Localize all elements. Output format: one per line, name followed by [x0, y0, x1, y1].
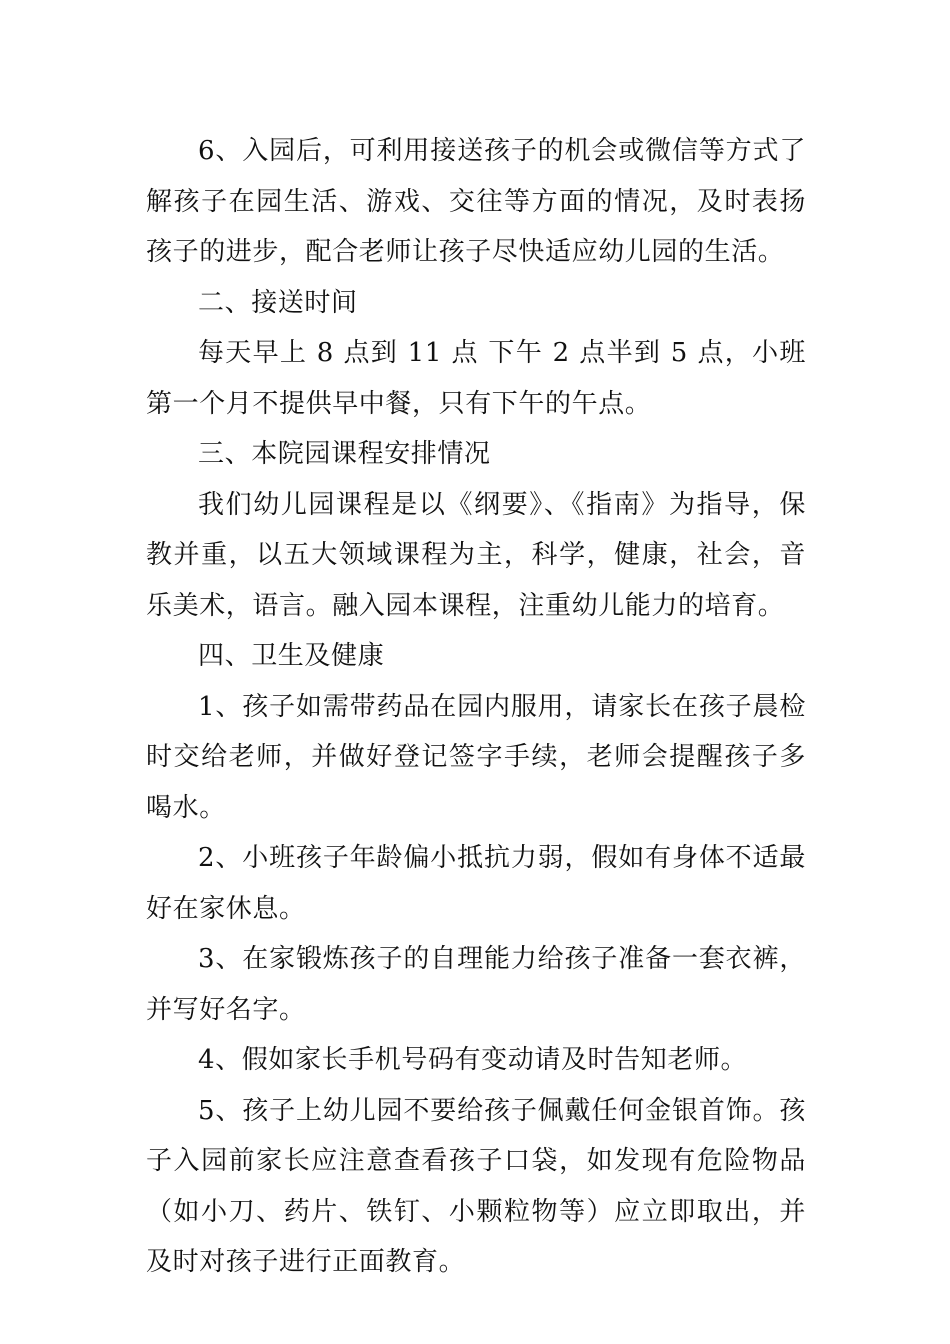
- paragraph-health-item-5: 5、孩子上幼儿园不要给孩子佩戴任何金银首饰。孩子入园前家长应注意查看孩子口袋，如发现有危险物品（如小刀、药片、铁钉、小颗粒物等）应立即取出，并及时对孩子进行正面教育。: [146, 1095, 806, 1277]
- paragraph-health-item-2: 2、小班孩子年龄偏小抵抗力弱，假如有身体不适最好在家休息。: [146, 843, 806, 924]
- section-heading-curriculum: 三、本院园课程安排情况: [198, 439, 491, 469]
- section-heading-health: 四、卫生及健康: [198, 641, 385, 671]
- section-heading-pickup-time: 二、接送时间: [198, 287, 358, 318]
- paragraph-health-item-4: 4、假如家长手机号码有变动请及时告知老师。: [198, 1045, 748, 1075]
- paragraph-health-item-3: 3、在家锻炼孩子的自理能力给孩子准备一套衣裤，并写好名字。: [146, 944, 806, 1025]
- paragraph-curriculum: 我们幼儿园课程是以《纲要》、《指南》为指导，保教并重，以五大领域课程为主，科学，健康，社会，音乐美术，语言。融入园本课程，注重幼儿能力的培育。: [146, 489, 806, 621]
- paragraph-item-6: 6、入园后，可利用接送孩子的机会或微信等方式了解孩子在园生活、游戏、交往等方面的情况，及时表扬孩子的进步，配合老师让孩子尽快适应幼儿园的生活。: [146, 136, 806, 267]
- document-body: [146, 126, 806, 1288]
- paragraph-pickup-time: 每天早上 8 点到 11 点 下午 2 点半到 5 点，小班第一个月不提供早中餐，只有下午的午点。: [146, 338, 806, 419]
- paragraph-health-item-1: 1、孩子如需带药品在园内服用，请家长在孩子晨检时交给老师，并做好登记签字手续，老师会提醒孩子多喝水。: [146, 691, 806, 823]
